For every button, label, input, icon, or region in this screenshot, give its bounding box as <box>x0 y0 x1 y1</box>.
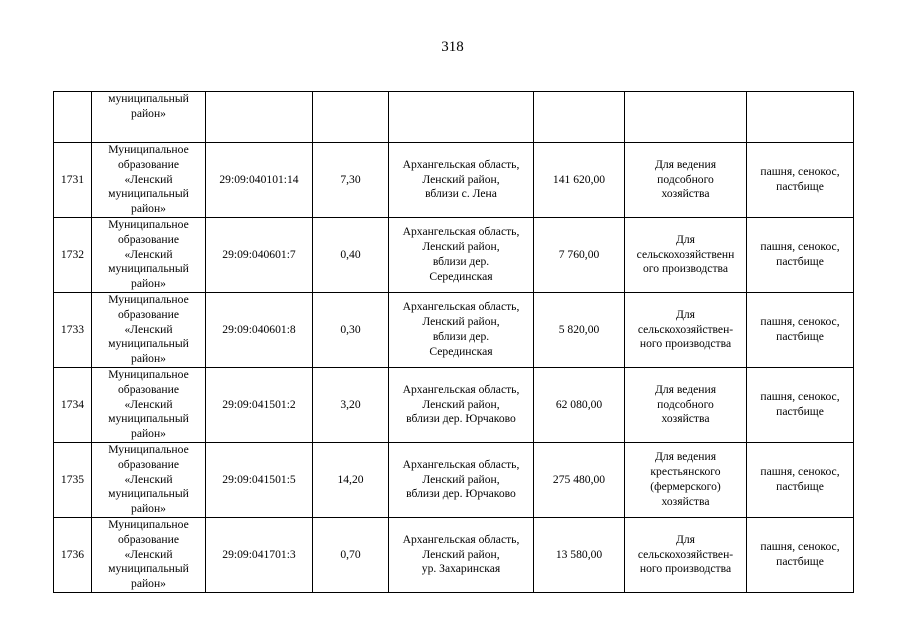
cell-use: пашня, сенокос, пастбище <box>747 518 854 593</box>
cell-location: Архангельская область, Ленский район, вблизи дер. Юрчаково <box>389 443 534 518</box>
table-row <box>54 293 854 368</box>
cell-owner: Муниципальное образование «Ленский муниципальный район» <box>92 218 206 293</box>
cell-value: 13 580,00 <box>534 518 625 593</box>
cell-owner: муниципальный район» <box>92 92 206 143</box>
cell-location: Архангельская область, Ленский район, вблизи дер. Серединская <box>389 218 534 293</box>
cell-purpose <box>625 92 747 143</box>
table-row-continued <box>54 92 854 143</box>
cell-location: Архангельская область, Ленский район, вблизи дер. Серединская <box>389 293 534 368</box>
cell-purpose: Для сельскохозяйствен- ного производства <box>625 293 747 368</box>
cell-cadastral: 29:09:040601:7 <box>206 218 313 293</box>
cell-area <box>313 92 389 143</box>
cell-owner: Муниципальное образование «Ленский муниципальный район» <box>92 293 206 368</box>
cell-value <box>534 92 625 143</box>
table-row <box>54 443 854 518</box>
page-number: 318 <box>441 39 464 55</box>
cell-area: 7,30 <box>313 143 389 218</box>
cell-value: 7 760,00 <box>534 218 625 293</box>
cell-cadastral: 29:09:040601:8 <box>206 293 313 368</box>
cell-use: пашня, сенокос, пастбище <box>747 368 854 443</box>
cell-cadastral <box>206 92 313 143</box>
cell-num: 1731 <box>54 143 92 218</box>
table-row <box>54 368 854 443</box>
cell-owner: Муниципальное образование «Ленский муниципальный район» <box>92 143 206 218</box>
cell-owner: Муниципальное образование «Ленский муниципальный район» <box>92 518 206 593</box>
cell-num: 1733 <box>54 293 92 368</box>
cell-value: 62 080,00 <box>534 368 625 443</box>
cell-owner: Муниципальное образование «Ленский муниципальный район» <box>92 368 206 443</box>
cell-location: Архангельская область, Ленский район, вблизи дер. Юрчаково <box>389 368 534 443</box>
cell-purpose: Для ведения подсобного хозяйства <box>625 368 747 443</box>
land-registry-table <box>53 91 854 593</box>
cell-value: 5 820,00 <box>534 293 625 368</box>
cell-area: 0,40 <box>313 218 389 293</box>
cell-area: 14,20 <box>313 443 389 518</box>
cell-num: 1736 <box>54 518 92 593</box>
cell-use: пашня, сенокос, пастбище <box>747 143 854 218</box>
cell-purpose: Для сельскохозяйствен- ного производства <box>625 518 747 593</box>
table-row <box>54 218 854 293</box>
cell-location: Архангельская область, Ленский район, вблизи с. Лена <box>389 143 534 218</box>
cell-use: пашня, сенокос, пастбище <box>747 218 854 293</box>
cell-location <box>389 92 534 143</box>
cell-value: 141 620,00 <box>534 143 625 218</box>
table-row <box>54 143 854 218</box>
cell-owner: Муниципальное образование «Ленский муниципальный район» <box>92 443 206 518</box>
cell-cadastral: 29:09:041501:5 <box>206 443 313 518</box>
cell-use: пашня, сенокос, пастбище <box>747 443 854 518</box>
cell-use: пашня, сенокос, пастбище <box>747 293 854 368</box>
cell-cadastral: 29:09:041701:3 <box>206 518 313 593</box>
cell-num <box>54 92 92 143</box>
cell-area: 0,30 <box>313 293 389 368</box>
cell-area: 0,70 <box>313 518 389 593</box>
cell-purpose: Для сельскохозяйственн ого производства <box>625 218 747 293</box>
cell-use <box>747 92 854 143</box>
cell-num: 1732 <box>54 218 92 293</box>
cell-area: 3,20 <box>313 368 389 443</box>
cell-cadastral: 29:09:041501:2 <box>206 368 313 443</box>
cell-purpose: Для ведения крестьянского (фермерского) хозяйства <box>625 443 747 518</box>
table-row <box>54 518 854 593</box>
cell-value: 275 480,00 <box>534 443 625 518</box>
cell-location: Архангельская область, Ленский район, ур. Захаринская <box>389 518 534 593</box>
cell-num: 1735 <box>54 443 92 518</box>
cell-cadastral: 29:09:040101:14 <box>206 143 313 218</box>
cell-purpose: Для ведения подсобного хозяйства <box>625 143 747 218</box>
cell-num: 1734 <box>54 368 92 443</box>
